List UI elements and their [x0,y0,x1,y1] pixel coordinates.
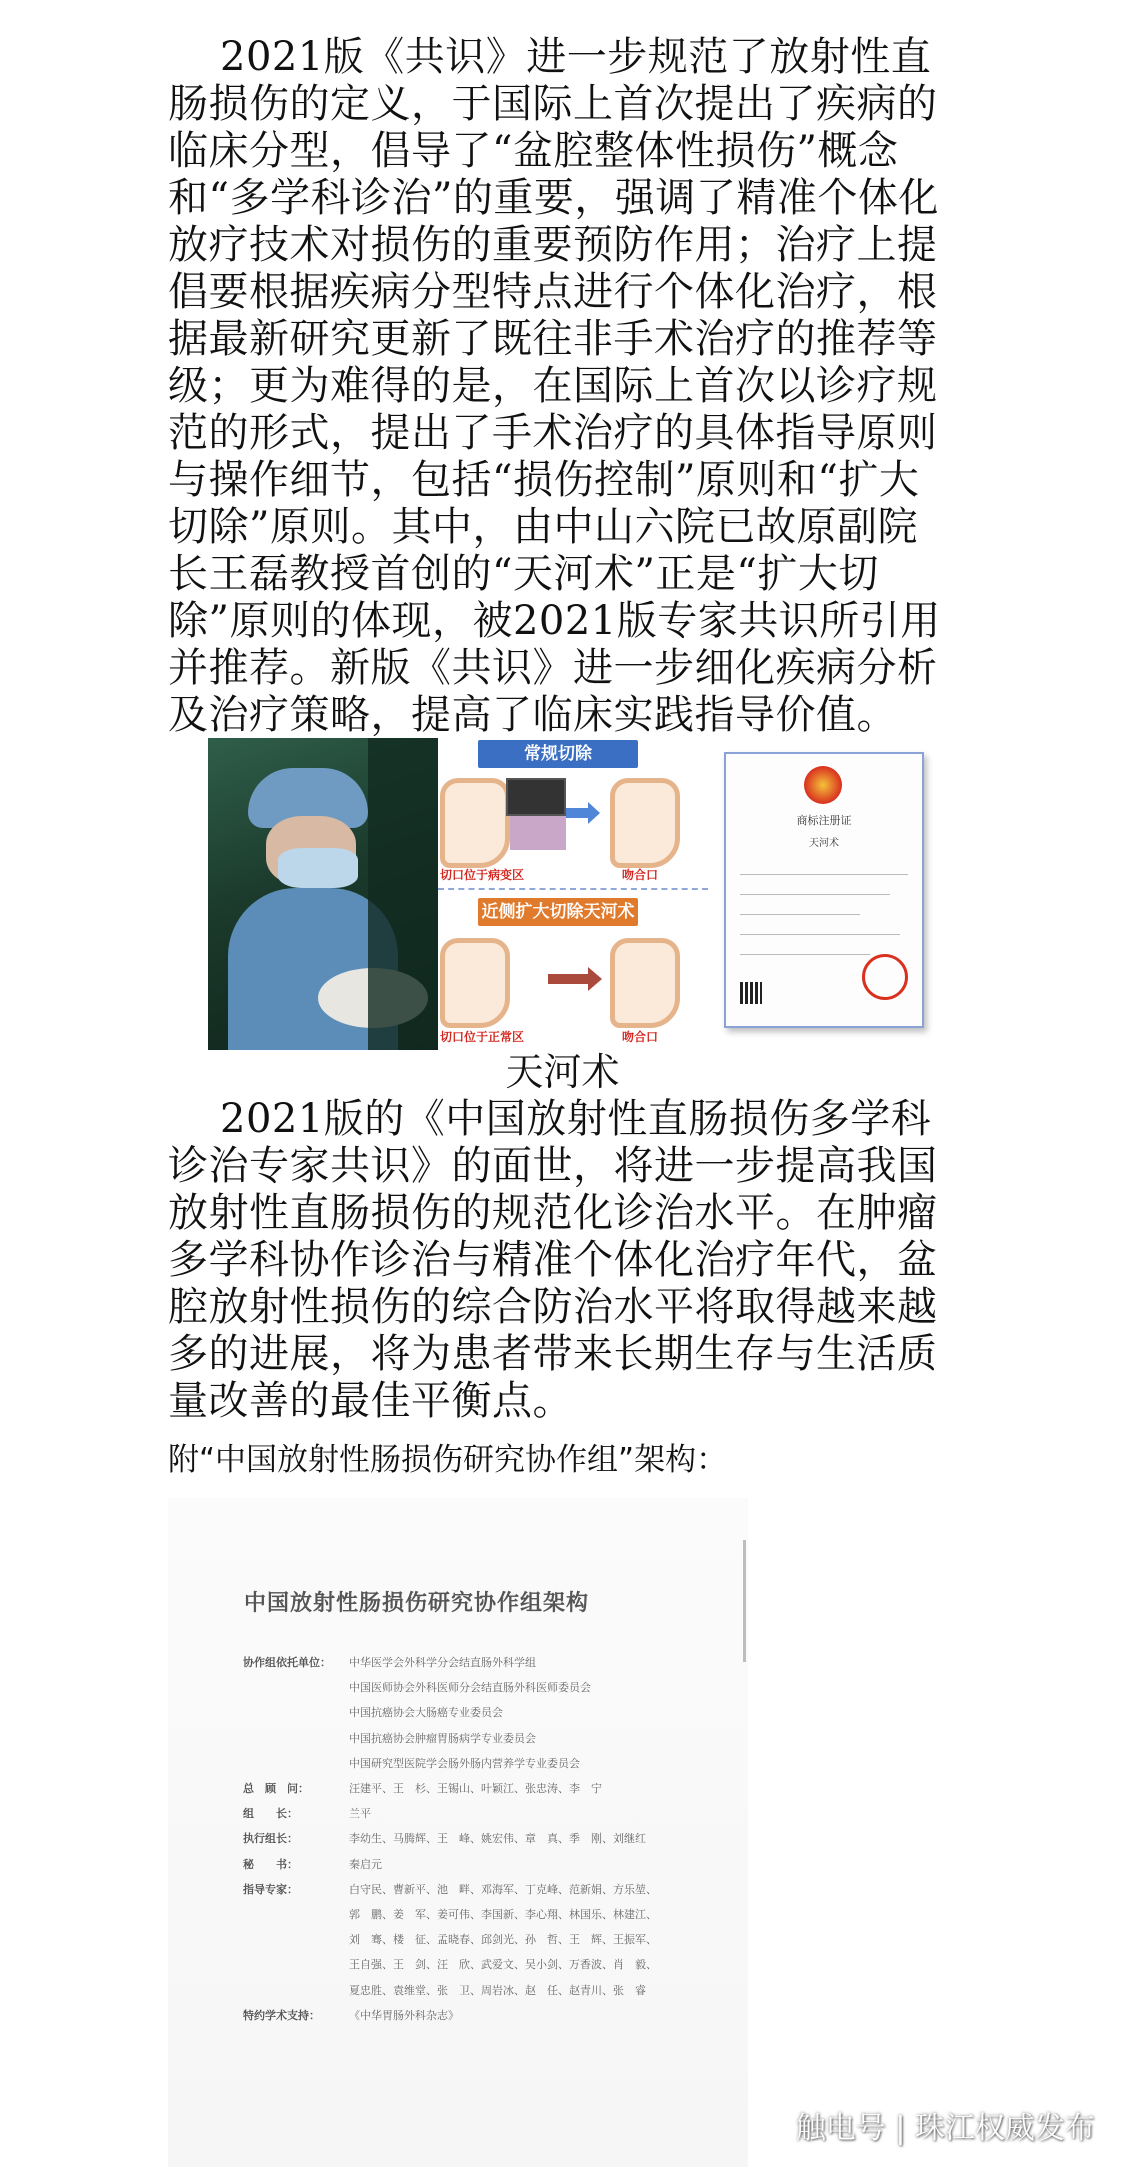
diagram-label: 切口位于病变区 [440,868,525,882]
org-row-value: 兰平 [349,1807,371,1821]
org-row-label: 指导专家： [243,1882,298,1896]
article-paragraph-1: 2021版《共识》进一步规范了放射性直肠损伤的定义，于国际上首次提出了疾病的临床分型，倡导了“盆腔整体性损伤”概念和“多学科诊治”的重要，强调了精准个体化放疗技术对损伤的重要预防作用；治疗上提倡要根据疾病分型特点进行个体化治疗，根据最新研究更新了既往非手术治疗的推荐等级；更为难得的是，在国际上首次以诊疗规范的形式，提出了手术治疗的具体指导原则与操作细节，包括“损伤控制”原则和“扩大切除”原则。其中，由中山六院已故原副院长王磊教授首创的“天河术”正是“扩大切除”原则的体现，被2021版专家共识所引用并推荐。新版《共识》进一步细化疾病分析及治疗策略，提高了临床实践指导价值。 [168,34,941,738]
extended-resection-header: 近侧扩大切除天河术 [478,898,638,926]
org-row-label: 特约学术支持： [243,2008,320,2022]
appendix-heading: 附“中国放射性肠损伤研究协作组”架构： [168,1442,728,1478]
org-chart-row [243,1952,743,1977]
org-chart-row [243,1927,743,1952]
org-row-value: 中国抗癌协会肿瘤胃肠病学专业委员会 [349,1731,536,1745]
diagram-label: 吻合口 [622,1030,659,1044]
org-chart-row [243,1751,743,1776]
org-chart-image [168,1498,748,2167]
org-row-label [243,1751,349,1776]
resection-diagram [438,738,708,1050]
org-row-label [243,1952,349,1977]
divider [438,888,708,890]
org-row-label [243,1675,349,1700]
article-paragraph-2: 2021版的《中国放射性直肠损伤多学科诊治专家共识》的面世，将进一步提高我国放射性直肠损伤的规范化诊治水平。在肿瘤多学科协作诊治与精准个体化治疗年代，盆腔放射性损伤的综合防治水平将取得越来越多的进展，将为患者带来长期生存与生活质量改善的最佳平衡点。 [168,1096,938,1424]
diagram-label: 吻合口 [622,868,659,882]
figure-caption: 天河术 [505,1050,620,1094]
org-row-value: 刘 骞、楼 征、孟晓春、邱剑光、孙 哲、王 辉、王振军、 [349,1933,657,1947]
org-chart-row [243,1978,743,2003]
org-row-value: 郭 鹏、姜 军、姜可伟、李国新、李心翔、林国乐、林建江、 [349,1908,657,1922]
org-row-value: 王自强、王 剑、汪 欣、武爱文、吴小剑、万香波、肖 毅、 [349,1958,657,1972]
national-emblem-icon [804,766,842,804]
certificate-title: 商标注册证 [796,814,852,827]
org-chart-title: 中国放射性肠损伤研究协作组架构 [244,1591,590,1616]
org-row-label: 协作组依托单位： [243,1656,331,1669]
official-seal-icon [862,954,908,1000]
certificate-mark: 天河术 [809,838,839,849]
org-row-label: 总 顾 问： [243,1782,309,1796]
org-row-value: 中国医师协会外科医师分会结直肠外科医师委员会 [349,1681,591,1695]
org-chart-row [243,1877,743,1902]
org-row-value: 中国抗癌协会大肠癌专业委员会 [349,1706,503,1720]
org-row-value: 夏忠胜、袁维堂、张 卫、周岩冰、赵 任、赵青川、张 睿 [349,1983,646,1997]
colon-illustration [440,938,510,1028]
tianhe-figure [208,738,928,1050]
org-chart-row [243,1726,743,1751]
colon-illustration [440,778,510,868]
diagram-label: 切口位于正常区 [440,1030,525,1044]
org-row-label [243,1700,349,1725]
org-row-value: 汪建平、王 杉、王锡山、叶颖江、张忠涛、李 宁 [349,1782,602,1796]
org-row-value: 秦启元 [349,1857,382,1871]
arrow-icon [566,808,588,818]
conventional-resection-header: 常规切除 [478,740,638,768]
colon-illustration [610,778,680,868]
org-row-label [243,1902,349,1927]
org-row-label: 组 长： [243,1807,298,1821]
org-chart-row [243,1776,743,1801]
org-row-value: 李幼生、马腾辉、王 峰、姚宏伟、章 真、季 刚、刘继红 [349,1832,646,1846]
org-row-label [243,1978,349,2003]
org-chart-row [243,1902,743,1927]
org-row-value: 中国研究型医院学会肠外肠内营养学专业委员会 [349,1756,580,1770]
org-chart-row [243,2003,743,2028]
colon-illustration [610,938,680,1028]
qr-code-icon [740,982,762,1004]
org-chart-row [243,1650,743,1675]
ct-scan-image [506,778,566,816]
org-chart-row [243,1700,743,1725]
org-row-value: 白守民、曹新平、池 畔、邓海军、丁克峰、范新娟、方乐堃、 [349,1882,657,1896]
org-chart-row [243,1675,743,1700]
org-row-value: 中华医学会外科学分会结直肠外科学组 [349,1656,536,1669]
org-chart-row [243,1852,743,1877]
divider [743,1540,746,1662]
surgery-photo [208,738,438,1050]
org-row-value: 《中华胃肠外科杂志》 [349,2008,459,2022]
org-chart-row [243,1826,743,1851]
org-chart-row [243,1801,743,1826]
org-chart-rows [243,1650,743,2028]
org-row-label: 执行组长： [243,1832,298,1846]
org-row-label [243,1927,349,1952]
org-row-label: 秘 书： [243,1857,298,1871]
histology-image [510,816,566,850]
source-watermark: 触电号 | 珠江权威发布 [795,2111,1095,2146]
arrow-icon [548,974,588,984]
org-row-label [243,1726,349,1751]
trademark-certificate [724,752,924,1028]
